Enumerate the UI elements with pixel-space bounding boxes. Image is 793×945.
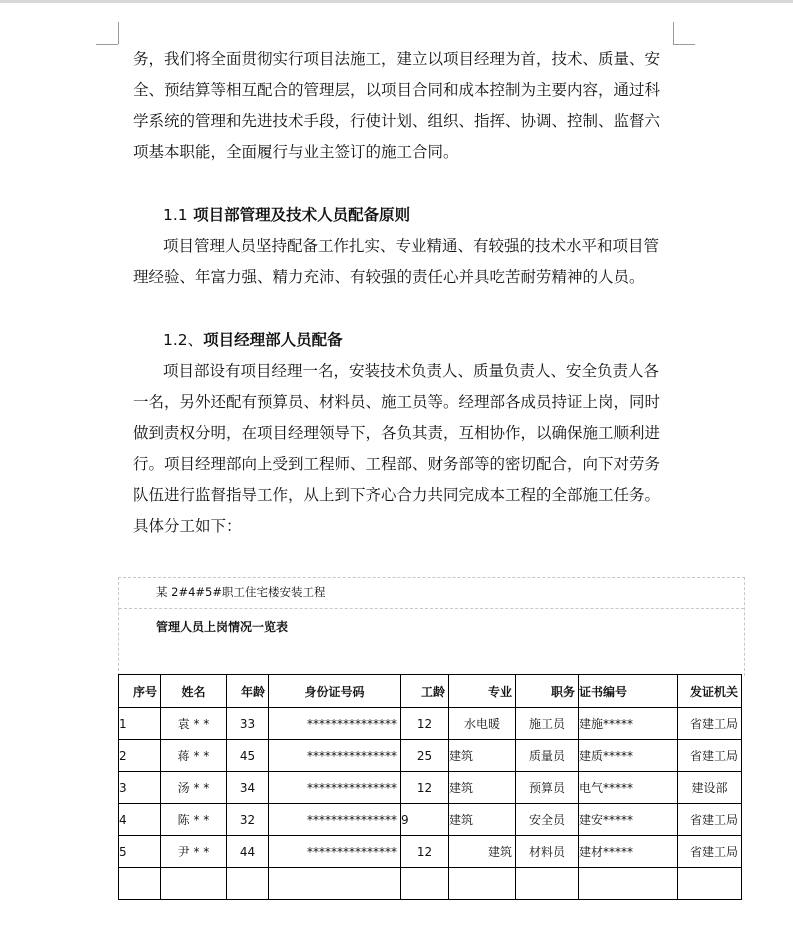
table-cell: 施工员 [516, 708, 579, 740]
table-cell: 44 [227, 836, 269, 868]
paragraph-line: 队伍进行监督指导工作，从上到下齐心合力共同完成本工程的全部施工任务。 [133, 486, 661, 504]
table-header-row [119, 675, 742, 708]
table-cell: 质量员 [516, 740, 579, 772]
table-cell: *************** [269, 772, 401, 804]
section-heading-1-1 [163, 200, 410, 231]
table-cell: 32 [227, 804, 269, 836]
table-cell [119, 868, 161, 900]
table-cell [227, 868, 269, 900]
table-cell: *************** [269, 836, 401, 868]
table-cell: 安全员 [516, 804, 579, 836]
table-cell: 材料员 [516, 836, 579, 868]
header-cell: 职务 [516, 675, 579, 708]
table-cell: 4 [119, 804, 161, 836]
paragraph-line: 全、预结算等相互配合的管理层，以项目合同和成本控制为主要内容，通过科 [133, 81, 661, 99]
table-cell: 预算员 [516, 772, 579, 804]
header-cell: 专业 [449, 675, 516, 708]
table-cell: 建材***** [579, 836, 678, 868]
table-cell: 尹 * * [161, 836, 227, 868]
table-cell [516, 868, 579, 900]
table-cell: 12 [401, 772, 449, 804]
table-cell: *************** [269, 804, 401, 836]
table-cell: 省建工局 [678, 708, 742, 740]
table-row-empty[interactable] [119, 868, 742, 900]
table-cell [401, 868, 449, 900]
table-row[interactable] [119, 836, 742, 868]
table-cell: 5 [119, 836, 161, 868]
header-cell: 年龄 [227, 675, 269, 708]
table-cell: 33 [227, 708, 269, 740]
header-cell: 序号 [119, 675, 161, 708]
table-cell: 2 [119, 740, 161, 772]
crop-mark-top-left-horizontal [96, 44, 118, 45]
table-cell: 省建工局 [678, 804, 742, 836]
section-heading-1-2 [163, 325, 343, 356]
header-cell: 姓名 [161, 675, 227, 708]
table-cell [269, 868, 401, 900]
crop-mark-top-right-vertical [673, 22, 674, 44]
paragraph-line: 理经验、年富力强、精力充沛、有较强的责任心并具吃苦耐劳精神的人员。 [133, 268, 645, 286]
table-caption-box [118, 577, 745, 676]
section-number: 1.1 [163, 206, 188, 224]
window-top-edge [0, 0, 793, 3]
table-cell: 建筑 [449, 740, 516, 772]
table-cell: *************** [269, 708, 401, 740]
table-cell: 建筑 [449, 772, 516, 804]
table-row[interactable] [119, 772, 742, 804]
table-cell [579, 868, 678, 900]
table-row[interactable] [119, 804, 742, 836]
table-cell [161, 868, 227, 900]
table-cell: 电气***** [579, 772, 678, 804]
paragraph-line: 一名，另外还配有预算员、材料员、施工员等。经理部各成员持证上岗，同时 [133, 393, 661, 411]
paragraph-line: 项目管理人员坚持配备工作扎实、专业精通、有较强的技术水平和项目管 [163, 237, 660, 255]
table-cell: 25 [401, 740, 449, 772]
caption-divider [119, 608, 744, 609]
table-cell: 12 [401, 708, 449, 740]
table-cell: 3 [119, 772, 161, 804]
header-cell: 证书编号 [579, 675, 678, 708]
body-paragraph-3[interactable] [133, 356, 678, 542]
paragraph-line: 学系统的管理和先进技术手段，行使计划、组织、指挥、协调、控制、监督六 [133, 112, 661, 130]
header-cell: 工龄 [401, 675, 449, 708]
table-cell [678, 868, 742, 900]
table-cell: 蒋 * * [161, 740, 227, 772]
table-cell: 汤 * * [161, 772, 227, 804]
body-paragraph-1[interactable] [133, 44, 678, 168]
paragraph-line: 项基本职能，全面履行与业主签订的施工合同。 [133, 143, 459, 161]
paragraph-line: 行。项目经理部向上受到工程师、工程部、财务部等的密切配合，向下对劳务 [133, 455, 661, 473]
table-title: 管理人员上岗情况一览表 [156, 620, 289, 634]
crop-mark-top-left-vertical [118, 22, 119, 44]
table-cell: 省建工局 [678, 836, 742, 868]
table-cell: *************** [269, 740, 401, 772]
table-cell: 1 [119, 708, 161, 740]
table-cell: 34 [227, 772, 269, 804]
table-cell: 陈 * * [161, 804, 227, 836]
section-title: 项目部管理及技术人员配备原则 [193, 206, 411, 224]
table-cell: 9 [401, 804, 449, 836]
paragraph-line: 项目部设有项目经理一名，安装技术负责人、质量负责人、安全负责人各 [163, 362, 660, 380]
section-number: 1.2、 [163, 331, 204, 349]
table-cell: 建设部 [678, 772, 742, 804]
paragraph-line: 务，我们将全面贯彻实行项目法施工，建立以项目经理为首，技术、质量、安 [133, 50, 661, 68]
paragraph-line: 具体分工如下： [133, 517, 242, 535]
body-paragraph-2[interactable] [133, 231, 678, 293]
table-cell: 建筑 [449, 804, 516, 836]
table-cell: 省建工局 [678, 740, 742, 772]
header-cell: 身份证号码 [269, 675, 401, 708]
paragraph-line: 做到责权分明，在项目经理领导下，各负其责，互相协作，以确保施工顺利进 [133, 424, 661, 442]
table-row[interactable] [119, 708, 742, 740]
table-cell: 建安***** [579, 804, 678, 836]
table-cell: 建质***** [579, 740, 678, 772]
table-cell: 45 [227, 740, 269, 772]
table-cell: 建筑 [449, 836, 516, 868]
table-row[interactable] [119, 740, 742, 772]
table-cell: 12 [401, 836, 449, 868]
table-cell: 水电暖 [449, 708, 516, 740]
project-name: 某 2#4#5#职工住宅楼安装工程 [156, 585, 326, 599]
table-cell: 袁 * * [161, 708, 227, 740]
staff-table [118, 674, 742, 900]
table-cell: 建施***** [579, 708, 678, 740]
table-cell [449, 868, 516, 900]
section-title: 项目经理部人员配备 [203, 331, 343, 349]
header-cell: 发证机关 [678, 675, 742, 708]
